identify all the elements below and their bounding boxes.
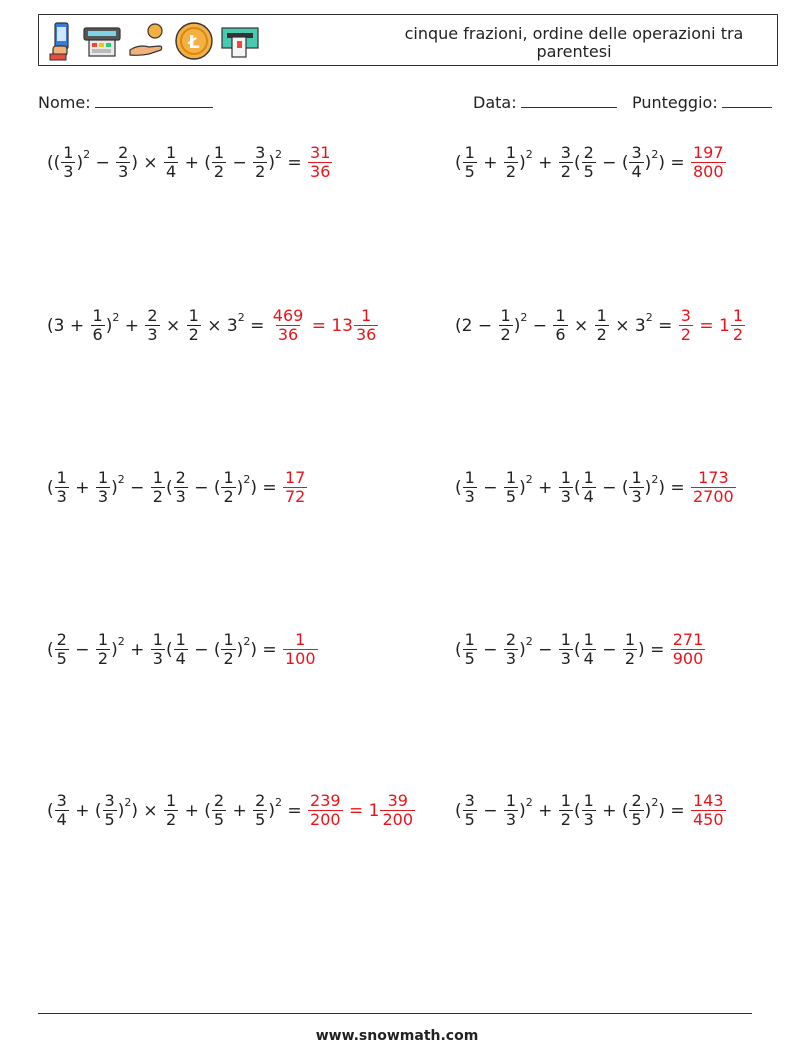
numerator: 39 [387,791,408,810]
expr-text: = [281,152,308,173]
numerator: 1 [583,468,594,487]
numerator: 31 [310,143,331,162]
problem-6: ( $\frac{1}{3}$ − $\frac{1}{5}$ ) $^2$ + $\frac{1}{3}$ ( $\frac{1}{4}$ − ( $\frac{1}{3}$ ) $^2$ ) = $\frac{173}{2700}$ [455,469,737,506]
expr-text: + ( [69,800,102,821]
answer [270,307,380,344]
numerator: 1 [583,791,594,810]
denominator: 6 [555,325,566,344]
numerator: 1 [56,468,67,487]
expr-text: ) [268,800,275,821]
numerator: 1 [500,306,511,325]
problem-10: ( $\frac{3}{5}$ − $\frac{1}{3}$ ) $^2$ + $\frac{1}{2}$ ( $\frac{1}{3}$ + ( $\frac{2}{5}$ ) $^2$ ) = $\frac{143}{450}$ [455,792,727,829]
numerator: 1 [596,306,607,325]
expr-text: ( [573,639,581,660]
expr-text: ) [644,800,652,821]
fraction [595,307,609,344]
denominator: 2 [624,649,636,668]
numerator: 1 [555,306,566,325]
fraction [116,144,130,181]
expr-text: + [69,477,95,498]
denominator: 72 [285,487,306,506]
numerator: 1 [97,468,109,487]
expr-text: ) [513,315,521,336]
expr-text: ) = [250,477,282,498]
denominator: 3 [505,649,517,668]
fraction [55,469,69,506]
denominator: 2 [166,810,177,829]
denominator: 100 [285,649,316,668]
numerator: 2 [583,143,594,162]
expr-text: − ( [188,639,221,660]
denominator: 800 [693,162,724,181]
numerator: 1 [166,791,177,810]
denominator: 4 [56,810,67,829]
date-label: Data: [473,93,517,112]
fraction [553,307,567,344]
expr-text: − [69,639,95,660]
footer-divider [38,1013,752,1014]
numerator: 3 [680,306,691,325]
expr-text: ( [455,639,462,660]
numerator: 1 [295,630,306,649]
expr-text: ( [165,477,173,498]
header-icons [47,20,261,62]
fraction [691,792,726,829]
fraction [253,792,267,829]
denominator: 3 [560,487,571,506]
fraction [559,144,573,181]
expr-text: ) [519,800,526,821]
numerator: 239 [310,791,341,810]
fraction [174,469,188,506]
numerator: 3 [464,791,475,810]
fraction [164,144,178,181]
denominator: 2 [560,810,571,829]
fraction [271,307,306,344]
denominator: 3 [118,162,129,181]
fraction [463,144,477,181]
numerator: 2 [56,630,67,649]
numerator: 469 [272,306,304,325]
fraction [187,307,201,344]
fraction [354,307,378,344]
denominator: 3 [56,487,67,506]
expr-text: + [532,477,558,498]
denominator: 3 [63,162,74,181]
numerator: 1 [505,468,517,487]
numerator: 1 [92,306,103,325]
expr-text: (( [47,152,61,173]
score-field [632,93,772,112]
expr-text: − [477,639,503,660]
problem-4: (2 − $\frac{1}{2}$ ) $^2$ − $\frac{1}{6}$ × $\frac{1}{2}$ × 3 $^2$ = $\frac{3}{2}$ = 1 $\frac{1}{2}$ [455,307,746,344]
numerator: 1 [152,468,163,487]
numerator: 1 [97,630,109,649]
expr-text: + [532,152,558,173]
expr-text: + ( [179,800,211,821]
denominator: 3 [560,649,571,668]
expr-text: + [124,639,150,660]
expr-text: + [477,152,503,173]
denominator: 200 [382,810,414,829]
denominator: 2 [213,162,225,181]
name-blank[interactable] [95,93,213,108]
fraction [55,792,69,829]
denominator: 2 [680,325,691,344]
expr-text: ) [105,315,113,336]
expr-text: ( [573,152,581,173]
denominator: 36 [356,325,377,344]
coin-hand-icon [127,20,169,62]
name-field [38,93,213,112]
expr-text: − ( [596,477,629,498]
answer [307,792,416,829]
numerator: 2 [631,791,642,810]
denominator: 4 [583,487,594,506]
fraction [691,144,726,181]
denominator: 5 [583,162,594,181]
expr-text: − ( [596,152,629,173]
denominator: 2 [97,649,109,668]
numerator: 1 [152,630,163,649]
answer [678,307,746,344]
denominator: 2 [255,162,266,181]
fraction [623,631,637,668]
denominator: 2 [732,325,744,344]
expr-text: × [160,315,186,336]
fraction [221,469,235,506]
fraction [582,144,596,181]
denominator: 5 [104,810,115,829]
denominator: 5 [213,810,225,829]
expr-text: ( [47,800,54,821]
fraction [559,469,573,506]
denominator: 2 [188,325,199,344]
expr-text: ) = [658,152,690,173]
fraction [61,144,75,181]
expr-text: ) [111,639,118,660]
problem-7: ( $\frac{2}{5}$ − $\frac{1}{2}$ ) $^2$ + $\frac{1}{3}$ ( $\frac{1}{4}$ − ( $\frac{1}{2}$ ) $^2$ ) = $\frac{1}{100}$ [47,631,319,668]
numerator: 143 [693,791,724,810]
denominator: 2 [223,487,234,506]
expr-text: ) = [250,639,282,660]
fraction [164,792,178,829]
denominator: 3 [175,487,186,506]
denominator: 200 [310,810,341,829]
expr-text: ) × [131,152,164,173]
numerator: 1 [175,630,186,649]
expr-text: − [124,477,150,498]
denominator: 2 [596,325,607,344]
fraction [629,144,643,181]
numerator: 1 [63,143,74,162]
fraction [463,469,477,506]
phone-payment-icon [47,20,77,62]
expr-text: × 3 [609,315,646,336]
expr-text: ( [165,639,173,660]
expr-text: ) = [638,639,670,660]
denominator: 36 [277,325,299,344]
denominator: 6 [92,325,103,344]
denominator: 5 [464,810,475,829]
expr-text: ( [455,152,462,173]
expr-text: ) = [658,477,690,498]
expr-text: − [527,315,553,336]
expr-text: ) [519,152,526,173]
fraction [96,469,110,506]
denominator: 3 [505,810,517,829]
fraction [174,631,188,668]
expr-text: ) × [131,800,164,821]
numerator: 3 [631,143,642,162]
expr-text: + [532,800,558,821]
numerator: 1 [464,468,475,487]
expr-text: − ( [188,477,221,498]
numerator: 1 [223,630,234,649]
answer [690,469,737,506]
cash-register-icon [81,20,123,62]
expr-text: ) [236,639,244,660]
numerator: 1 [560,630,571,649]
denominator: 3 [147,325,158,344]
fraction [504,631,518,668]
expr-text: = 1 [343,800,380,821]
denominator: 3 [152,649,163,668]
numerator: 1 [624,630,636,649]
denominator: 5 [631,810,642,829]
denominator: 5 [56,649,67,668]
header-box [38,14,778,66]
denominator: 4 [166,162,177,181]
fraction [151,631,165,668]
problem-2: ( $\frac{1}{5}$ + $\frac{1}{2}$ ) $^2$ + $\frac{3}{2}$ ( $\frac{2}{5}$ − ( $\frac{3}{4}$ ) $^2$ ) = $\frac{197}{800}$ [455,144,727,181]
expr-text: ( [455,477,462,498]
expr-text: − [477,800,503,821]
denominator: 5 [505,487,517,506]
expr-text: (2 − [455,315,498,336]
atm-card-icon [219,20,261,62]
expr-text: ) [76,152,84,173]
denominator: 4 [175,649,186,668]
numerator: 1 [560,468,571,487]
problem-3: (3 + $\frac{1}{6}$ ) $^2$ + $\frac{2}{3}$ × $\frac{1}{2}$ × 3 $^2$ = $\frac{469}{36}$ = 13 $\frac{1}{36}$ [47,307,379,344]
score-label: Punteggio: [632,93,718,112]
denominator: 2 [223,649,234,668]
litecoin-icon [173,20,215,62]
expr-text: ) [236,477,244,498]
numerator: 1 [505,143,517,162]
fraction [145,307,159,344]
fraction [212,144,226,181]
expr-text: ) [519,639,526,660]
expr-text: = [652,315,678,336]
numerator: 1 [505,791,517,810]
expr-text: + [227,800,253,821]
denominator: 2 [500,325,511,344]
numerator: 173 [698,468,729,487]
denominator: 2 [152,487,163,506]
expr-text: (3 + [47,315,90,336]
expr-text: ( [455,800,462,821]
denominator: 4 [583,649,594,668]
score-blank[interactable] [722,93,772,108]
expr-text: ) = [658,800,690,821]
fraction [308,792,343,829]
fraction [380,792,415,829]
numerator: 1 [631,468,642,487]
problem-9: ( $\frac{3}{4}$ + ( $\frac{3}{5}$ ) $^2$ ) × $\frac{1}{2}$ + ( $\frac{2}{5}$ + $\frac{2}{5}$ ) $^2$ = $\frac{239}{200}$ = 1 $\frac{39}{200}$ [47,792,416,829]
expr-text: × 3 [201,315,238,336]
expr-text: ( [573,800,581,821]
denominator: 5 [464,162,475,181]
numerator: 2 [118,143,129,162]
expr-text: ) [519,477,526,498]
fraction [504,792,518,829]
problem-1: (( $\frac{1}{3}$ ) $^2$ − $\frac{2}{3}$ ) × $\frac{1}{4}$ + ( $\frac{1}{2}$ − $\frac{3}{2}$ ) $^2$ = $\frac{31}{36}$ [47,144,333,181]
fraction [499,307,513,344]
expr-text: ( [47,477,54,498]
fraction [151,469,165,506]
fraction [679,307,693,344]
numerator: 1 [213,143,225,162]
problem-5: ( $\frac{1}{3}$ + $\frac{1}{3}$ ) $^2$ − $\frac{1}{2}$ ( $\frac{2}{3}$ − ( $\frac{1}{2}$ ) $^2$ ) = $\frac{17}{72}$ [47,469,308,506]
numerator: 1 [560,791,571,810]
denominator: 4 [631,162,642,181]
answer [307,144,333,181]
fraction [55,631,69,668]
fraction [283,469,307,506]
expr-text: + ( [596,800,629,821]
expr-text: ( [47,639,54,660]
fraction [283,631,318,668]
expr-text: ) [644,152,652,173]
answer [282,631,319,668]
fraction [629,469,643,506]
expr-text: = [244,315,270,336]
problem-8: ( $\frac{1}{5}$ − $\frac{2}{3}$ ) $^2$ − $\frac{1}{3}$ ( $\frac{1}{4}$ − $\frac{1}{2}$ ) = $\frac{271}{900}$ [455,631,706,668]
denominator: 5 [255,810,266,829]
numerator: 1 [464,630,475,649]
denominator: 2 [505,162,517,181]
name-label: Nome: [38,93,91,112]
denominator: 900 [672,649,704,668]
fraction [731,307,745,344]
expr-text: + [119,315,145,336]
numerator: 197 [693,143,724,162]
denominator: 2700 [693,487,734,506]
footer-url[interactable]: www.snowmath.com [315,1028,479,1044]
date-field [473,93,617,112]
answer [282,469,308,506]
fraction [671,631,706,668]
expr-text: − [532,639,558,660]
fraction [582,469,596,506]
fraction [103,792,117,829]
fraction [559,792,573,829]
numerator: 1 [583,630,594,649]
numerator: 1 [732,306,744,325]
fraction [253,144,267,181]
expr-text: + ( [179,152,211,173]
expr-text: − [596,639,622,660]
numerator: 17 [285,468,306,487]
answer [670,631,707,668]
denominator: 5 [464,649,475,668]
fraction [221,631,235,668]
fraction [212,792,226,829]
expr-text: − [477,477,503,498]
denominator: 3 [583,810,594,829]
denominator: 36 [310,162,331,181]
fraction [582,792,596,829]
expr-text: ) [117,800,125,821]
numerator: 3 [56,791,67,810]
numerator: 2 [213,791,225,810]
numerator: 2 [255,791,266,810]
numerator: 1 [223,468,234,487]
expr-text: ) [644,477,652,498]
numerator: 1 [464,143,475,162]
numerator: 3 [104,791,115,810]
denominator: 3 [97,487,109,506]
expr-text: ) [111,477,118,498]
expr-text: = [281,800,308,821]
fraction [582,631,596,668]
answer [690,144,727,181]
expr-text: = 1 [693,315,730,336]
numerator: 3 [255,143,266,162]
numerator: 1 [361,306,372,325]
fraction [463,631,477,668]
fraction [504,469,518,506]
expr-text: − [227,152,253,173]
denominator: 2 [560,162,571,181]
fraction [96,631,110,668]
expr-text: = 13 [306,315,353,336]
fraction [91,307,105,344]
fraction [629,792,643,829]
numerator: 2 [147,306,158,325]
numerator: 1 [188,306,199,325]
fraction [559,631,573,668]
numerator: 1 [166,143,177,162]
expr-text: − [90,152,116,173]
fraction [308,144,332,181]
numerator: 2 [505,630,517,649]
denominator: 3 [631,487,642,506]
svg-text:Ł: Ł [188,32,200,53]
answer [690,792,727,829]
fraction [691,469,736,506]
expr-text: ) [268,152,275,173]
numerator: 271 [672,630,704,649]
fraction [463,792,477,829]
date-blank[interactable] [521,93,617,108]
denominator: 450 [693,810,724,829]
fraction [504,144,518,181]
numerator: 3 [560,143,571,162]
expr-text: ( [573,477,581,498]
expr-text: × [568,315,594,336]
page-title: cinque frazioni, ordine delle operazioni tra parentesi [404,24,744,61]
numerator: 2 [175,468,186,487]
denominator: 3 [464,487,475,506]
